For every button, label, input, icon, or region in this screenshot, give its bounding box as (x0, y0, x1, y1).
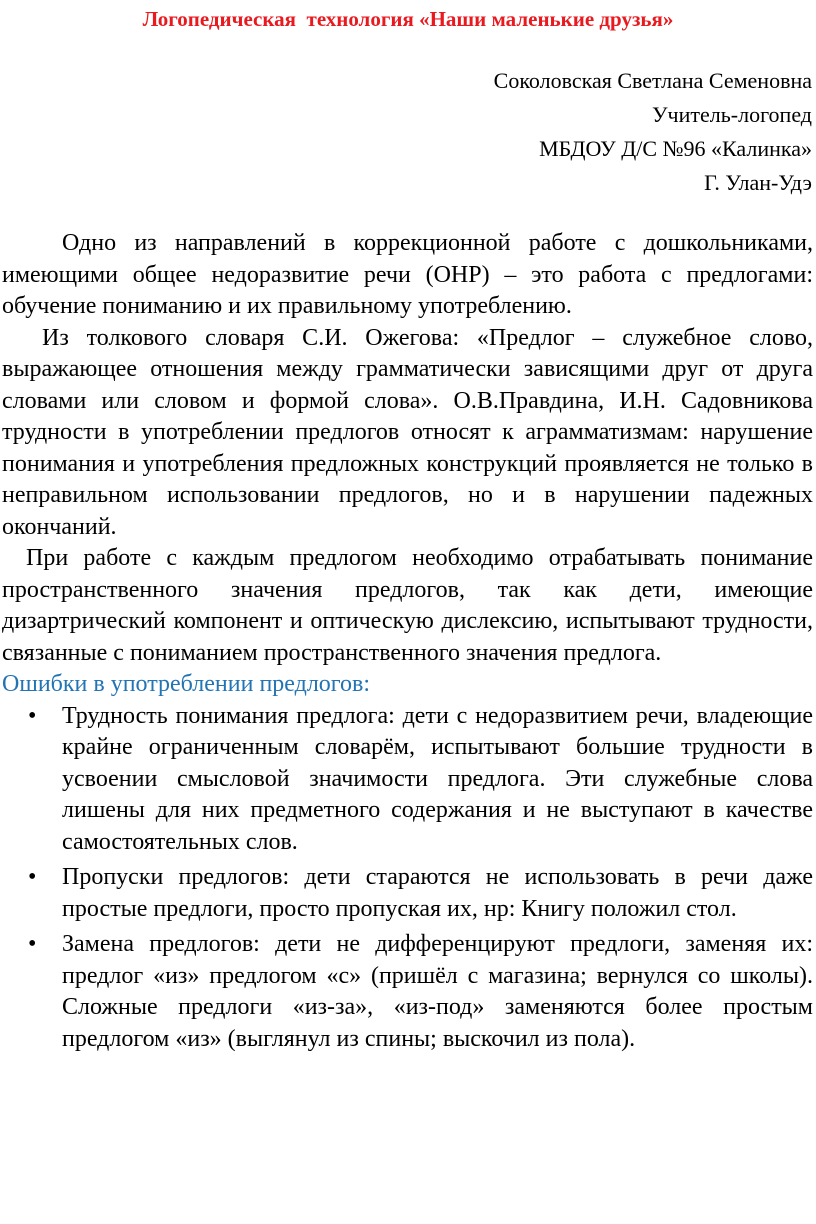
document-title: Логопедическая технология «Наши маленькие друзья» (142, 7, 674, 31)
list-item (2, 701, 813, 859)
paragraph-intro: Одно из направлений в коррекционной работе с дошкольниками, имеющими общее недоразвитие речи (ОНР) – это работа с предлогами: обучение пониманию и их правильному употреблению. (2, 230, 813, 319)
bullet-icon: • (28, 702, 37, 729)
bullet-icon: • (28, 864, 37, 890)
author-city: Г. Улан-Удэ (704, 170, 812, 195)
list-item (2, 862, 813, 925)
list-item (2, 929, 813, 1055)
errors-list (2, 701, 813, 1056)
errors-heading: Ошибки в употреблении предлогов: (2, 671, 371, 697)
paragraph-definition: Из толкового словаря С.И. Ожегова: «Предлог – служебное слово, выражающее отношения между грамматически зависящими друг от друга словами или словом и формой слова». О.В.Правдина, И.Н. Садовникова трудности в употреблении предлогов относят к аграмматизмам: нарушение понимания и употребления предложных конструкций проявляется не только в неправильном использовании предлогов, но и в нарушении падежных окончаний. (2, 324, 813, 540)
author-organization: МБДОУ Д/С №96 «Калинка» (539, 136, 812, 161)
paragraph-work: При работе с каждым предлогом необходимо отрабатывать понимание пространственного значения предлогов, так как дети, имеющие дизартрический компонент и оптическую дислексию, испытывают трудности, связанные с пониманием пространственного значения предлога. (2, 545, 813, 666)
list-item-text: Пропуски предлогов: дети стараются не использовать в речи даже простые предлоги, просто пропуская их, нр: Книгу положил стол. (62, 864, 813, 922)
list-item-text: Замена предлогов: дети не дифференцируют предлоги, заменяя их: предлог «из» предлогом «с» (пришёл с магазина; вернулся со школы). Сложные предлоги «из-за», «из-под» заменяются более простым предлогом «из» (выглянул из спины; выскочил из пола). (62, 931, 813, 1052)
list-item-text: Трудность понимания предлога: дети с недоразвитием речи, владеющие крайне ограниченным словарём, испытывают большие трудности в усвоении смысловой значимости предлога. Эти служебные слова лишены для них предметного содержания и не выступают в качестве самостоятельных слов. (62, 702, 813, 855)
document-body (2, 228, 813, 1059)
author-name: Соколовская Светлана Семеновна (493, 68, 812, 93)
author-position: Учитель-логопед (651, 102, 812, 127)
author-block (494, 64, 812, 200)
bullet-icon: • (28, 931, 37, 957)
